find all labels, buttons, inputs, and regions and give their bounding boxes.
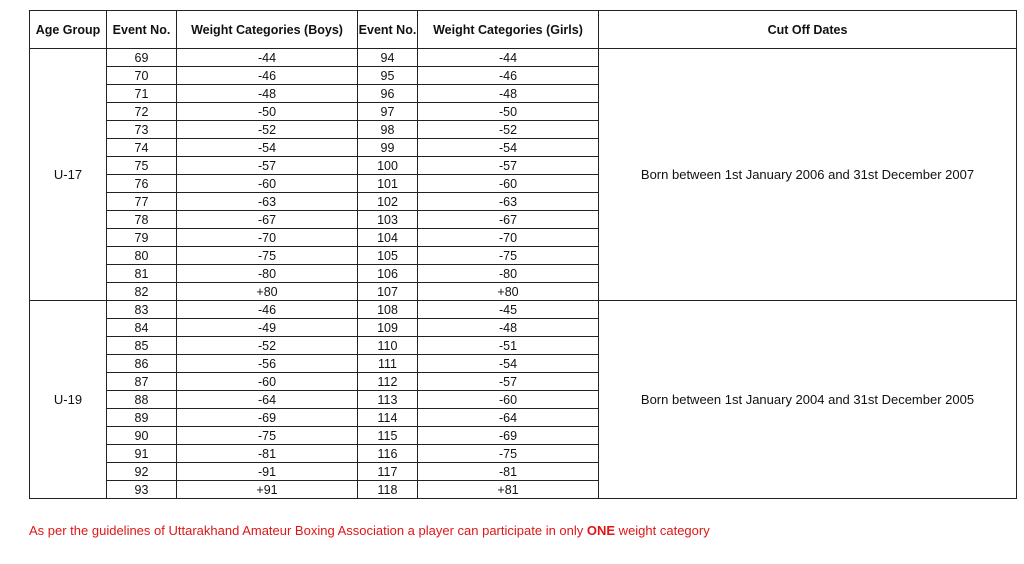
weight-girls-cell: -75 [418, 445, 599, 463]
weight-boys-cell: -46 [177, 67, 358, 85]
cutoff-date-cell: Born between 1st January 2006 and 31st December 2007 [599, 49, 1017, 301]
weight-girls-cell: +81 [418, 481, 599, 499]
event-no-girls-cell: 117 [358, 463, 418, 481]
event-no-boys-cell: 69 [107, 49, 177, 67]
event-no-boys-cell: 84 [107, 319, 177, 337]
header-weight-girls: Weight Categories (Girls) [418, 11, 599, 49]
event-no-boys-cell: 76 [107, 175, 177, 193]
event-no-girls-cell: 115 [358, 427, 418, 445]
event-no-boys-cell: 79 [107, 229, 177, 247]
table-row [30, 301, 1017, 319]
weight-boys-cell: -69 [177, 409, 358, 427]
weight-boys-cell: -49 [177, 319, 358, 337]
event-no-boys-cell: 72 [107, 103, 177, 121]
header-event-no-girls: Event No. [358, 11, 418, 49]
event-no-boys-cell: 91 [107, 445, 177, 463]
weight-girls-cell: -81 [418, 463, 599, 481]
weight-boys-cell: -64 [177, 391, 358, 409]
weight-boys-cell: -80 [177, 265, 358, 283]
event-no-girls-cell: 95 [358, 67, 418, 85]
event-no-boys-cell: 93 [107, 481, 177, 499]
footnote-text-before: As per the guidelines of Uttarakhand Amateur Boxing Association a player can participate in only [29, 523, 587, 538]
event-no-boys-cell: 87 [107, 373, 177, 391]
weight-boys-cell: -50 [177, 103, 358, 121]
event-no-boys-cell: 81 [107, 265, 177, 283]
weight-boys-cell: -81 [177, 445, 358, 463]
weight-girls-cell: -64 [418, 409, 599, 427]
event-no-boys-cell: 80 [107, 247, 177, 265]
event-no-girls-cell: 107 [358, 283, 418, 301]
footnote-emphasis: ONE [586, 523, 616, 538]
weight-girls-cell: -46 [418, 67, 599, 85]
weight-girls-cell: -67 [418, 211, 599, 229]
event-no-girls-cell: 102 [358, 193, 418, 211]
weight-girls-cell: -52 [418, 121, 599, 139]
event-no-boys-cell: 75 [107, 157, 177, 175]
event-no-girls-cell: 104 [358, 229, 418, 247]
event-no-girls-cell: 110 [358, 337, 418, 355]
age-group-cell: U-17 [30, 49, 107, 301]
weight-boys-cell: -75 [177, 427, 358, 445]
event-no-girls-cell: 99 [358, 139, 418, 157]
weight-girls-cell: -45 [418, 301, 599, 319]
weight-boys-cell: -63 [177, 193, 358, 211]
event-no-girls-cell: 111 [358, 355, 418, 373]
event-no-boys-cell: 74 [107, 139, 177, 157]
event-no-boys-cell: 73 [107, 121, 177, 139]
event-no-girls-cell: 112 [358, 373, 418, 391]
weight-girls-cell: -80 [418, 265, 599, 283]
header-weight-boys: Weight Categories (Boys) [177, 11, 358, 49]
event-no-boys-cell: 85 [107, 337, 177, 355]
cutoff-date-cell: Born between 1st January 2004 and 31st December 2005 [599, 301, 1017, 499]
weight-girls-cell: -60 [418, 391, 599, 409]
table-row [30, 49, 1017, 67]
event-no-boys-cell: 88 [107, 391, 177, 409]
weight-girls-cell: -51 [418, 337, 599, 355]
event-no-boys-cell: 92 [107, 463, 177, 481]
event-no-girls-cell: 108 [358, 301, 418, 319]
table-header-row [30, 11, 1017, 49]
weight-boys-cell: -75 [177, 247, 358, 265]
weight-boys-cell: -91 [177, 463, 358, 481]
event-no-boys-cell: 78 [107, 211, 177, 229]
weight-boys-cell: +91 [177, 481, 358, 499]
event-no-girls-cell: 97 [358, 103, 418, 121]
weight-boys-cell: -70 [177, 229, 358, 247]
event-no-boys-cell: 90 [107, 427, 177, 445]
weight-boys-cell: -67 [177, 211, 358, 229]
weight-girls-cell: -50 [418, 103, 599, 121]
event-no-girls-cell: 105 [358, 247, 418, 265]
event-no-boys-cell: 89 [107, 409, 177, 427]
event-no-girls-cell: 98 [358, 121, 418, 139]
weight-boys-cell: -56 [177, 355, 358, 373]
weight-girls-cell: -69 [418, 427, 599, 445]
weight-boys-cell: -54 [177, 139, 358, 157]
age-group-cell: U-19 [30, 301, 107, 499]
weight-girls-cell: -48 [418, 319, 599, 337]
weight-girls-cell: -70 [418, 229, 599, 247]
weight-girls-cell: -57 [418, 373, 599, 391]
event-no-girls-cell: 103 [358, 211, 418, 229]
event-no-girls-cell: 94 [358, 49, 418, 67]
event-no-boys-cell: 71 [107, 85, 177, 103]
weight-girls-cell: -44 [418, 49, 599, 67]
header-event-no-boys: Event No. [107, 11, 177, 49]
event-no-girls-cell: 106 [358, 265, 418, 283]
weight-boys-cell: -46 [177, 301, 358, 319]
weight-boys-cell: -52 [177, 121, 358, 139]
weight-boys-cell: -60 [177, 373, 358, 391]
weight-boys-cell: -57 [177, 157, 358, 175]
event-no-girls-cell: 114 [358, 409, 418, 427]
event-no-girls-cell: 96 [358, 85, 418, 103]
event-no-girls-cell: 118 [358, 481, 418, 499]
header-cutoff-dates: Cut Off Dates [599, 11, 1017, 49]
weight-girls-cell: -54 [418, 139, 599, 157]
table-body [30, 49, 1017, 499]
weight-boys-cell: -48 [177, 85, 358, 103]
weight-girls-cell: -60 [418, 175, 599, 193]
weight-boys-cell: -44 [177, 49, 358, 67]
weight-girls-cell: -54 [418, 355, 599, 373]
weight-girls-cell: -48 [418, 85, 599, 103]
footnote-text-after: weight category [615, 523, 710, 538]
weight-girls-cell: +80 [418, 283, 599, 301]
event-no-girls-cell: 113 [358, 391, 418, 409]
footnote [29, 523, 710, 538]
event-no-boys-cell: 70 [107, 67, 177, 85]
event-no-girls-cell: 100 [358, 157, 418, 175]
event-no-girls-cell: 109 [358, 319, 418, 337]
weight-boys-cell: -60 [177, 175, 358, 193]
event-no-boys-cell: 86 [107, 355, 177, 373]
weight-girls-cell: -63 [418, 193, 599, 211]
event-no-girls-cell: 116 [358, 445, 418, 463]
weight-categories-table [29, 10, 1017, 499]
event-no-boys-cell: 77 [107, 193, 177, 211]
event-no-boys-cell: 83 [107, 301, 177, 319]
event-no-girls-cell: 101 [358, 175, 418, 193]
header-age-group: Age Group [30, 11, 107, 49]
weight-girls-cell: -57 [418, 157, 599, 175]
weight-boys-cell: -52 [177, 337, 358, 355]
event-no-boys-cell: 82 [107, 283, 177, 301]
weight-girls-cell: -75 [418, 247, 599, 265]
weight-boys-cell: +80 [177, 283, 358, 301]
